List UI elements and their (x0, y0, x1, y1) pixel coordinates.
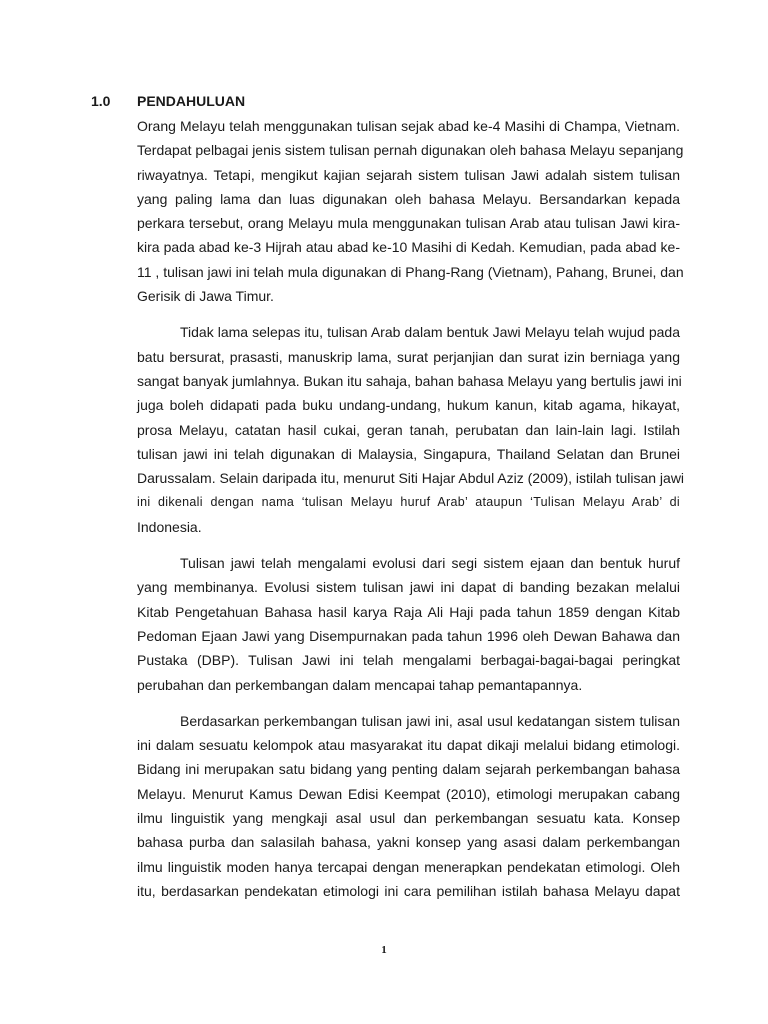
text-line: Orang Melayu telah menggunakan tulisan sejak abad ke-4 Masihi di Champa, Vietnam. (137, 118, 680, 134)
text-line: Berdasarkan perkembangan tulisan jawi ini, asal usul kedatangan sistem tulisan (180, 712, 680, 729)
text-line: Bidang ini merupakan satu bidang yang penting dalam sejarah perkembangan bahasa (137, 761, 680, 778)
text-line: ini dikenali dengan nama ‘tulisan Melayu huruf Arab’ ataupun ‘Tulisan Melayu Arab’ di (137, 495, 680, 510)
text-line: perkara tersebut, orang Melayu mula menggunakan tulisan Arab atau tulisan Jawi kira- (137, 215, 680, 232)
section-number: 1.0 (91, 93, 111, 109)
paragraph-3 (137, 551, 680, 697)
body-text (137, 114, 685, 915)
text-line: tulisan jawi ini telah digunakan di Malaysia, Singapura, Thailand Selatan dan Brunei (137, 445, 680, 462)
text-line: Melayu. Menurut Kamus Dewan Edisi Keempat (2010), etimologi merupakan cabang (137, 785, 680, 802)
text-line: Pedoman Ejaan Jawi yang Disempurnakan pada tahun 1996 oleh Dewan Bahawa dan (137, 627, 680, 644)
page-number: 1 (381, 944, 387, 956)
text-line: Gerisik di Jawa Timur. (137, 288, 274, 305)
text-line: Kitab Pengetahuan Bahasa hasil karya Raja Ali Haji pada tahun 1859 dengan Kitab (137, 603, 680, 620)
paragraph-1 (137, 114, 684, 308)
text-line: bahasa purba dan salasilah bahasa, yakni konsep yang asasi dalam perkembangan (137, 834, 680, 851)
text-line: riwayatnya. Tetapi, mengikut kajian sejarah sistem tulisan Jawi adalah sistem tulisan (137, 166, 680, 183)
paragraph-4 (137, 709, 680, 903)
text-line: Indonesia. (137, 518, 202, 535)
text-line: batu bersurat, prasasti, manuskrip lama, surat perjanjian dan surat izin berniaga yang (137, 348, 680, 365)
paragraph-2 (137, 320, 685, 539)
section-title: PENDAHULUAN (137, 93, 246, 109)
text-line: Darussalam. Selain daripada itu, menurut Siti Hajar Abdul Aziz (2009), istilah tulisan jawi (137, 470, 685, 487)
text-line: sangat banyak jumlahnya. Bukan itu sahaja, bahan bahasa Melayu yang bertulis jawi ini (137, 372, 682, 389)
text-line: ini dalam sesuatu kelompok atau masyarakat itu dapat dikaji melalui bidang etimologi. (137, 737, 680, 754)
text-line: ilmu linguistik yang mengkaji asal usul dan perkembangan sesuatu kata. Konsep (137, 810, 680, 827)
text-line: kira pada abad ke-3 Hijrah atau abad ke-10 Masihi di Kedah. Kemudian, pada abad ke- (137, 239, 680, 256)
text-line: itu, berdasarkan pendekatan etimologi ini cara pemilihan istilah bahasa Melayu dapat (137, 882, 680, 899)
text-line: 11 , tulisan jawi ini telah mula digunakan di Phang-Rang (Vietnam), Pahang, Brunei, dan (137, 263, 684, 280)
text-line: yang paling lama dan luas digunakan oleh bahasa Melayu. Bersandarkan kepada (137, 190, 680, 207)
text-line: yang membinanya. Evolusi sistem tulisan jawi ini dapat di banding bezakan melalui (137, 579, 680, 596)
text-line: perubahan dan perkembangan dalam mencapai tahap pemantapannya. (137, 676, 583, 693)
text-line: prosa Melayu, catatan hasil cukai, geran tanah, perubatan dan lain-lain lagi. Istilah (137, 421, 680, 438)
text-line: ilmu linguistik moden hanya tercapai dengan menerapkan pendekatan etimologi. Oleh (137, 858, 680, 875)
text-line: juga boleh didapati pada buku undang-undang, hukum kanun, kitab agama, hikayat, (137, 397, 680, 414)
text-line: Pustaka (DBP). Tulisan Jawi ini telah mengalami berbagai-bagai-bagai peringkat (137, 652, 680, 669)
text-line: Tulisan jawi telah mengalami evolusi dari segi sistem ejaan dan bentuk huruf (180, 555, 680, 572)
text-line: Tidak lama selepas itu, tulisan Arab dalam bentuk Jawi Melayu telah wujud pada (180, 324, 680, 341)
text-line: Terdapat pelbagai jenis sistem tulisan pernah digunakan oleh bahasa Melayu sepanjang (137, 142, 684, 159)
section-heading (91, 91, 245, 111)
